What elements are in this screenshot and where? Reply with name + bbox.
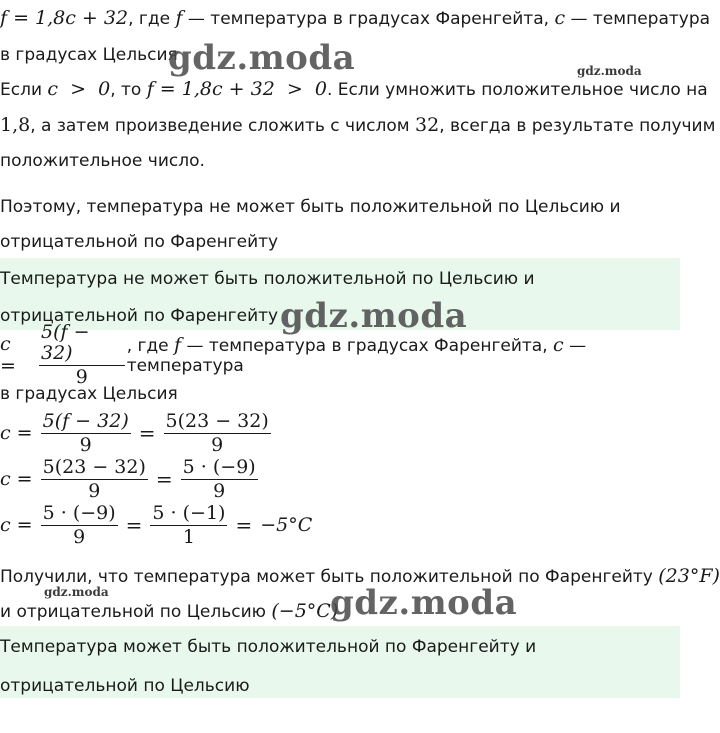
text-line-celsius: в градусах Цельсия: [0, 384, 178, 404]
watermark-big: gdz.moda: [280, 296, 468, 336]
text-line-5: положительное число.: [0, 151, 205, 171]
text-line-3: Если c > 0, то f = 1,8c + 32 > 0. Если умножить положительное число на: [0, 78, 708, 100]
conclusion-line-1: Получили, что температура может быть положительной по Фаренгейту (23°F): [0, 565, 720, 587]
answer2-line-1: Температура может быть положительной по Фаренгейту и: [0, 637, 537, 657]
result: −5°C: [260, 514, 313, 536]
fraction: $\frac{5(f - 32)}{9}$: [42, 409, 129, 456]
text-line-2: в градусах Цельсия: [0, 45, 178, 65]
equation-row-2: c = $\frac{5(23 - 32)}{9}$ = $\frac{5 \cdot (-9)}{9}$: [0, 455, 256, 502]
equation-row-3: c = $\frac{5 \cdot (-9)}{9}$ = $\frac{5 \cdot (-1)}{1}$ = −5°C: [0, 501, 313, 548]
watermark-big: gdz.moda: [168, 38, 356, 78]
equation-row-1: c = $\frac{5(f - 32)}{9}$ = $\frac{5(23 - 32)}{9}$: [0, 409, 269, 456]
watermark-small: gdz.moda: [44, 585, 109, 599]
conclusion-line-2: и отрицательной по Цельсию (−5°C): [0, 600, 339, 622]
answer1-line-2: отрицательной по Фаренгейту: [0, 306, 279, 326]
formula-c-row: c = $\frac{5(f - 32)}{9}$ , где f — температура в градусах Фаренгейта, c — температура: [0, 321, 587, 388]
watermark-big: gdz.moda: [330, 583, 518, 623]
fraction: $\frac{5 \cdot (-9)}{9}$: [182, 455, 256, 502]
fraction: $\frac{5 \cdot (-9)}{9}$: [42, 501, 116, 548]
fraction: $\frac{5(23 - 32)}{9}$: [165, 409, 269, 456]
answer1-line-1: Температура не может быть положительной по Цельсию и: [0, 269, 535, 289]
text-line-4: 1,8, а затем произведение сложить с числом 32, всегда в результате получим: [0, 114, 716, 136]
fraction: $\frac{5(f - 32)}{9}$: [39, 322, 125, 388]
answer2-line-2: отрицательной по Цельсию: [0, 676, 250, 696]
text-line-7: отрицательной по Фаренгейту: [0, 232, 279, 252]
text-line-6: Поэтому, температура не может быть положительной по Цельсию и: [0, 197, 621, 217]
fraction: $\frac{5 \cdot (-1)}{1}$: [152, 501, 226, 548]
watermark-small: gdz.moda: [577, 64, 642, 78]
fraction: $\frac{5(23 - 32)}{9}$: [42, 455, 146, 502]
formula-f: f = 1,8c + 32: [0, 7, 129, 29]
formula-line-1: f = 1,8c + 32, где f — температура в градусах Фаренгейта, c — температура: [0, 7, 711, 29]
